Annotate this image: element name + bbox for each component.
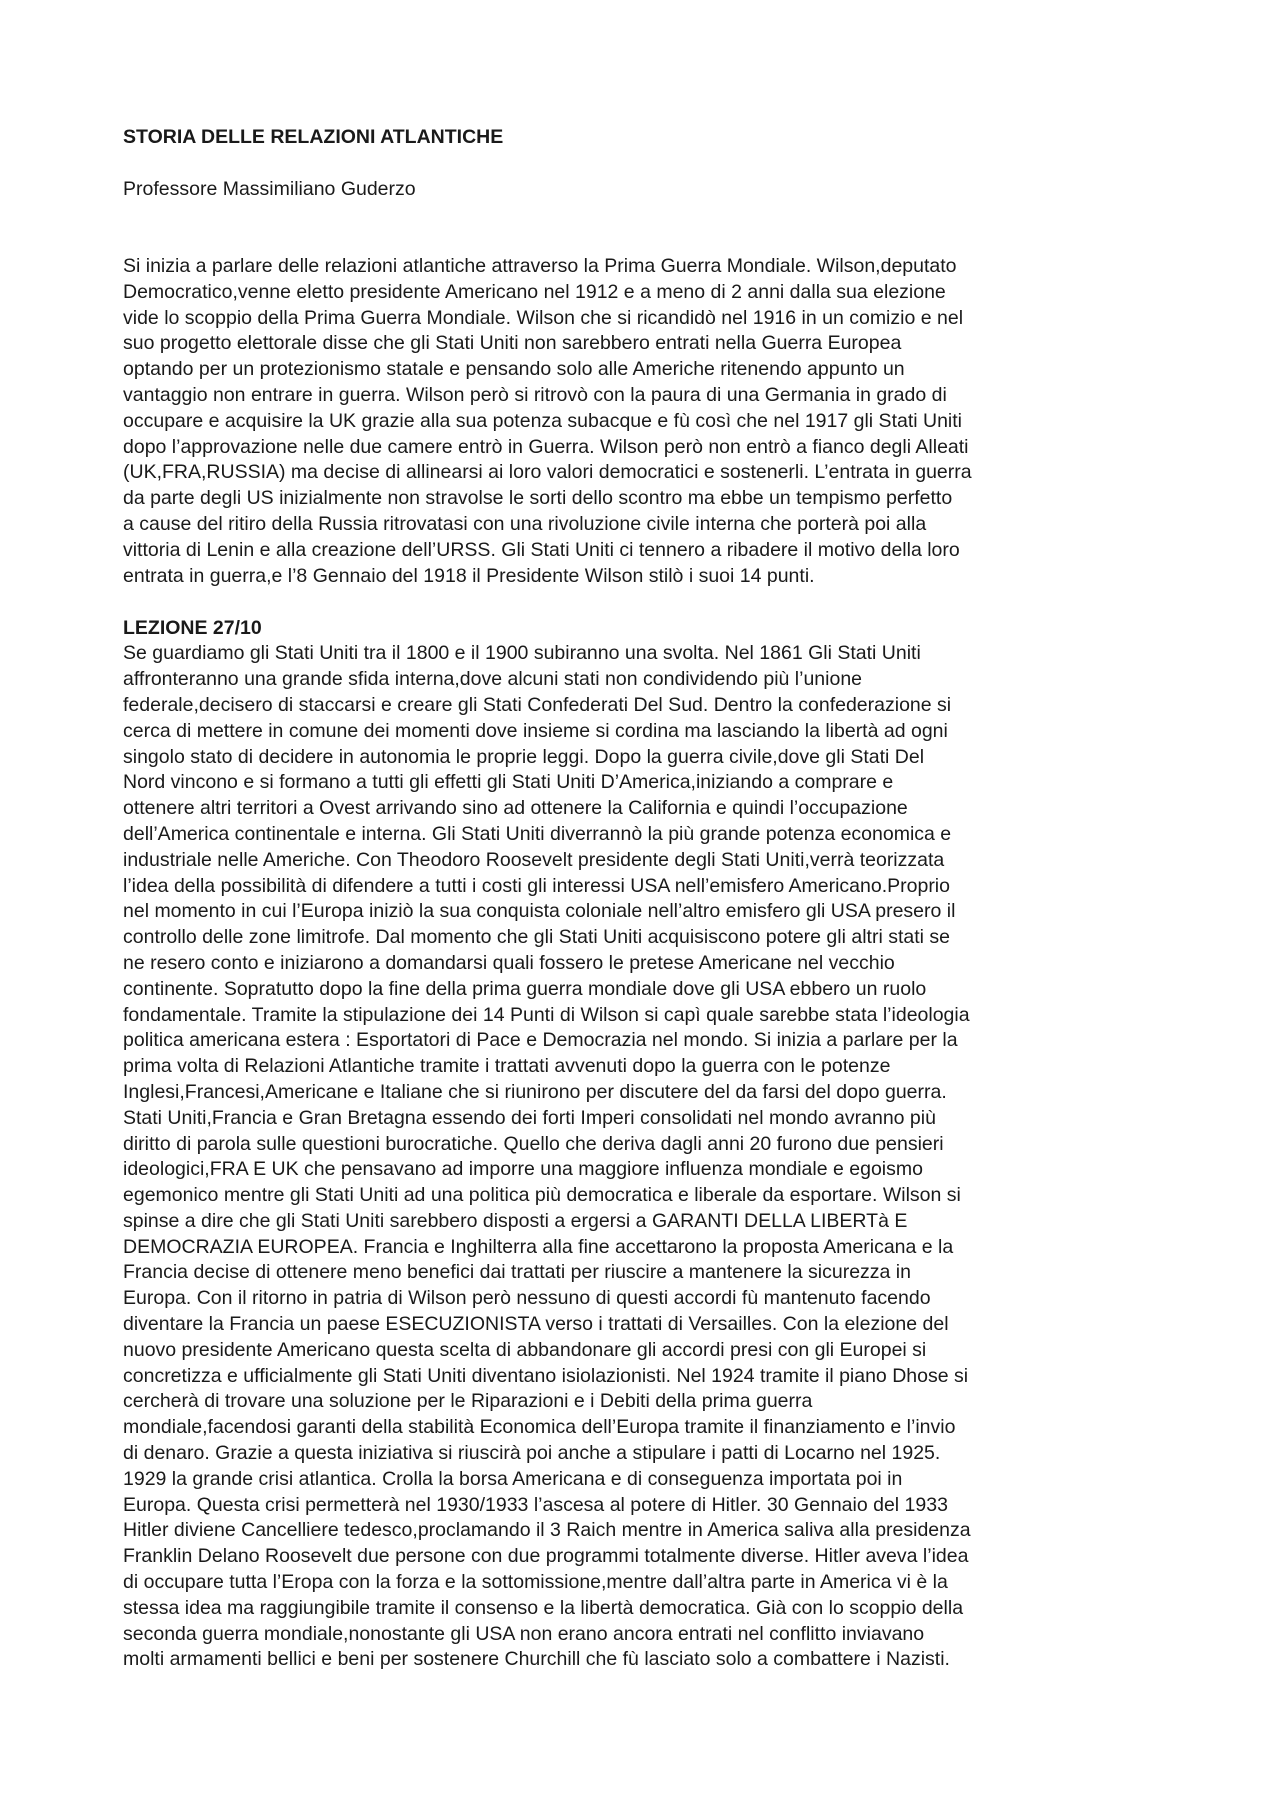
section-text-line: cercherà di trovare una soluzione per le Riparazioni e i Debiti della prima guerra <box>123 1390 813 1413</box>
section-text-line: 1929 la grande crisi atlantica. Crolla la borsa Americana e di conseguenza importata poi in <box>123 1467 903 1490</box>
section-text-line: Franklin Delano Roosevelt due persone con due programmi totalmente diverse. Hitler aveva l’idea <box>123 1545 969 1568</box>
intro-text-line: vittoria di Lenin e alla creazione dell’URSS. Gli Stati Uniti ci tennero a ribadere il motivo della loro <box>123 538 960 561</box>
document-page <box>123 124 1163 1673</box>
intro-text-line: vantaggio non entrare in guerra. Wilson però si ritrovò con la paura di una Germania in grado di <box>123 383 947 406</box>
section-text-line: Europa. Questa crisi permetterà nel 1930/1933 l’ascesa al potere di Hitler. 30 Gennaio del 1933 <box>123 1493 948 1516</box>
section-text-line: Europa. Con il ritorno in patria di Wilson però nessuno di questi accordi fù mantenuto facendo <box>123 1287 931 1310</box>
section-text-line: seconda guerra mondiale,nonostante gli USA non erano ancora entrati nel conflitto inviavano <box>123 1622 925 1645</box>
section-text-line: concretizza e ufficialmente gli Stati Uniti diventano isiolazionisti. Nel 1924 tramite il piano Dhose si <box>123 1364 969 1387</box>
section-text-line: diritto di parola sulle questioni burocratiche. Quello che deriva dagli anni 20 furono due pensieri <box>123 1132 944 1155</box>
section-heading: LEZIONE 27/10 <box>123 617 262 640</box>
section-text-line: dell’America continentale e interna. Gli Stati Uniti diverrannò la più grande potenza economica e <box>123 822 952 845</box>
intro-text-line: optando per un protezionismo statale e pensando solo alle Americhe ritenendo appunto un <box>123 358 905 381</box>
intro-text-line: Democratico,venne eletto presidente Americano nel 1912 e a meno di 2 anni dalla sua elezione <box>123 280 946 303</box>
intro-text-line: suo progetto elettorale disse che gli Stati Uniti non sarebbero entrati nella Guerra Europea <box>123 332 902 355</box>
section-text-line: di denaro. Grazie a questa iniziativa si riuscirà poi anche a stipulare i patti di Locarno nel 1925. <box>123 1442 941 1465</box>
section-text-line: mondiale,facendosi garanti della stabilità Economica dell’Europa tramite il finanziamento e l’invio <box>123 1416 956 1439</box>
section-text-line: nuovo presidente Americano questa scelta di abbandonare gli accordi presi con gli Europei si <box>123 1338 927 1361</box>
section-text-line: molti armamenti bellici e beni per sostenere Churchill che fù lasciato solo a combattere i Nazisti. <box>123 1648 950 1671</box>
section-paragraph <box>123 641 1163 1673</box>
section-text-line: spinse a dire che gli Stati Uniti sarebbero disposti a ergersi a GARANTI DELLA LIBERTà E <box>123 1209 908 1232</box>
section-text-line: stessa idea ma raggiungibile tramite il consenso e la libertà democratica. Già con lo scoppio della <box>123 1596 964 1619</box>
document-author: Professore Massimiliano Guderzo <box>123 178 416 200</box>
intro-text-line: Si inizia a parlare delle relazioni atlantiche attraverso la Prima Guerra Mondiale. Wilson,deputato <box>123 255 957 277</box>
section-text-line: Nord vincono e si formano a tutti gli effetti gli Stati Uniti D’America,iniziando a comprare e <box>123 771 894 794</box>
section-text-line: affronteranno una grande sfida interna,dove alcuni stati non condividendo più l’unione <box>123 668 863 691</box>
section-text-line: prima volta di Relazioni Atlantiche tramite i trattati avvenuti dopo la guerra con le potenze <box>123 1055 891 1078</box>
section-text-line: DEMOCRAZIA EUROPEA. Francia e Inghilterra alla fine accettarono la proposta Americana e la <box>123 1235 954 1258</box>
section-text-line: continente. Sopratutto dopo la fine della prima guerra mondiale dove gli USA ebbero un ruolo <box>123 977 927 1000</box>
section-text-line: egemonico mentre gli Stati Uniti ad una politica più democratica e liberale da esportare. Wilson si <box>123 1184 961 1207</box>
section-text-line: cerca di mettere in comune dei momenti dove insieme si cordina ma lasciando la libertà ad ogni <box>123 719 948 742</box>
section-text-line: industriale nelle Americhe. Con Theodoro Roosevelt presidente degli Stati Uniti,verrà teorizzata <box>123 848 945 871</box>
section-text-line: Inglesi,Francesi,Americane e Italiane che si riunirono per discutere del da farsi del dopo guerra. <box>123 1080 947 1103</box>
section-text-line: Francia decise di ottenere meno benefici dai trattati per riuscire a mantenere la sicurezza in <box>123 1261 911 1284</box>
intro-text-line: a cause del ritiro della Russia ritrovatasi con una rivoluzione civile interna che porterà poi alla <box>123 512 927 535</box>
section-text-line: di occupare tutta l’Eropa con la forza e la sottomissione,mentre dall’altra parte in America vi è la <box>123 1571 948 1594</box>
section-text-line: l’idea della possibilità di difendere a tutti i costi gli interessi USA nell’emisfero Americano.Proprio <box>123 874 950 897</box>
intro-text-line: da parte degli US inizialmente non stravolse le sorti dello scontro ma ebbe un tempismo perfetto <box>123 487 953 510</box>
intro-text-line: occupare e acquisire la UK grazie alla sua potenza subacque e fù così che nel 1917 gli Stati Uniti <box>123 409 963 432</box>
section-text-line: ideologici,FRA E UK che pensavano ad imporre una maggiore influenza mondiale e egoismo <box>123 1158 923 1181</box>
section-text-line: controllo delle zone limitrofe. Dal momento che gli Stati Uniti acquisiscono potere gli altri stati se <box>123 926 950 949</box>
intro-text-line: vide lo scoppio della Prima Guerra Mondiale. Wilson che si ricandidò nel 1916 in un comizio e nel <box>123 306 964 329</box>
document-title: STORIA DELLE RELAZIONI ATLANTICHE <box>123 126 504 148</box>
section-text-line: singolo stato di decidere in autonomia le proprie leggi. Dopo la guerra civile,dove gli Stati Del <box>123 745 925 768</box>
section-text-line: fondamentale. Tramite la stipulazione dei 14 Punti di Wilson si capì quale sarebbe stata l’ideologia <box>123 1003 970 1026</box>
intro-text-line: entrata in guerra,e l’8 Gennaio del 1918 il Presidente Wilson stilò i suoi 14 punti. <box>123 564 815 587</box>
section-text-line: diventare la Francia un paese ESECUZIONISTA verso i trattati di Versailles. Con la elezione del <box>123 1313 949 1336</box>
intro-text-line: dopo l’approvazione nelle due camere entrò in Guerra. Wilson però non entrò a fianco degli Alleati <box>123 435 969 458</box>
section-text-line: Stati Uniti,Francia e Gran Bretagna essendo dei forti Imperi consolidati nel mondo avranno più <box>123 1106 936 1129</box>
section-text-line: nel momento in cui l’Europa iniziò la sua conquista coloniale nell’altro emisfero gli USA presero il <box>123 900 956 923</box>
section-text-line: Se guardiamo gli Stati Uniti tra il 1800 e il 1900 subiranno una svolta. Nel 1861 Gli Stati Uniti <box>123 642 921 665</box>
section-text-line: Hitler diviene Cancelliere tedesco,proclamando il 3 Raich mentre in America saliva alla presidenza <box>123 1519 971 1542</box>
intro-paragraph <box>123 254 1163 589</box>
section-text-line: ottenere altri territori a Ovest arrivando sino ad ottenere la California e quindi l’occupazione <box>123 797 908 820</box>
section-text-line: politica americana estera : Esportatori di Pace e Democrazia nel mondo. Si inizia a parlare per la <box>123 1029 958 1052</box>
intro-text-line: (UK,FRA,RUSSIA) ma decise di allinearsi ai loro valori democratici e sostenerli. L’entrata in guerra <box>123 461 972 484</box>
section-text-line: ne resero conto e iniziarono a domandarsi quali fossero le pretese Americane nel vecchio <box>123 951 895 974</box>
section-text-line: federale,decisero di staccarsi e creare gli Stati Confederati Del Sud. Dentro la confederazione si <box>123 693 952 716</box>
